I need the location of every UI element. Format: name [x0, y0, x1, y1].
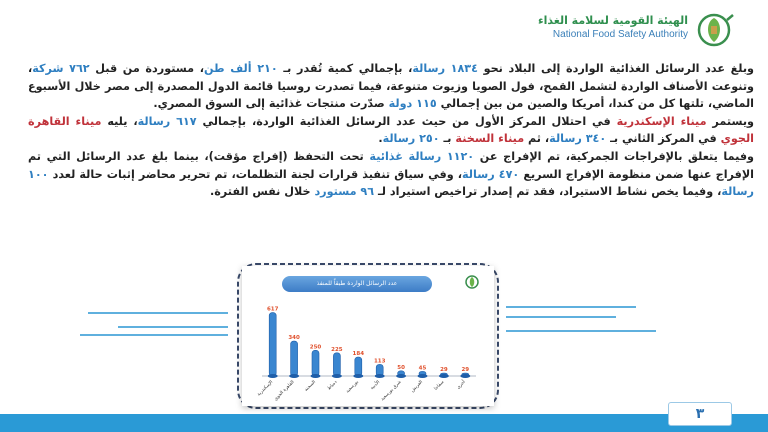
highlight-importers-count: ٩٦ مستورد [314, 185, 375, 199]
chart-frame [236, 262, 500, 410]
highlight-cairo-count: ٣٤٠ رسالة [549, 132, 607, 146]
highlight-sokhna-count: ٢٥٠ رسالة [382, 132, 440, 146]
authority-emblem-icon [694, 12, 736, 48]
chart-data-label: 184 [352, 351, 365, 358]
text-segment: ، وفيما يخص نشاط الاستيراد، فقد تم إصدار تراخيص استيراد لـ [374, 185, 722, 199]
decorative-line [506, 316, 616, 318]
text-segment: وفيما يتعلق بالإفراجات الجمركية، تم الإفراج عن [474, 149, 754, 163]
chart-category-label: الإسكندرية [256, 379, 275, 398]
chart-bar-base [418, 374, 428, 378]
chart-data-label: 50 [397, 364, 405, 371]
chart-bar [312, 350, 319, 376]
chart-bar [355, 357, 362, 376]
chart-data-label: 29 [461, 367, 470, 374]
text-segment: ، يليه [101, 114, 138, 128]
footer-bar [0, 414, 768, 432]
decorative-line [88, 312, 228, 314]
text-segment: ، بإجمالي كمية تُقدر بـ [277, 62, 413, 75]
chart-category-label: الأدبية [369, 379, 382, 392]
chart-category-label: السخنة [303, 379, 317, 393]
chart-bar [333, 353, 340, 376]
chart-bar-base [460, 374, 470, 378]
chart-data-label: 225 [331, 346, 343, 353]
decorative-line [506, 306, 636, 308]
chart-bar [269, 313, 276, 376]
text-segment: صدّرت منتجات غذائية إلى السوق المصري. [153, 97, 389, 111]
logo-text [488, 14, 688, 41]
text-segment: . [378, 132, 383, 146]
chart-category-label: شرق بورسعيد [380, 379, 403, 403]
text-segment: بـ [439, 132, 456, 146]
paragraph-imports [28, 60, 754, 113]
chart-bar [291, 341, 298, 376]
chart-title: عدد الرسائل الواردة طبقاً للمنفذ [282, 276, 432, 292]
highlight-fast-release-count: ٤٧٠ رسالة [462, 167, 520, 181]
text-segment: خلال نفس الفترة. [209, 185, 315, 199]
chart-bar-base [268, 374, 278, 378]
report-body [28, 60, 754, 201]
chart-data-label: 617 [266, 306, 279, 313]
text-segment: ويستمر [706, 114, 754, 128]
chart-bar-base [311, 374, 321, 378]
chart-bar-base [332, 374, 342, 378]
highlight-countries: ١١٥ دولة [388, 97, 437, 111]
chart-bar-base [439, 374, 449, 378]
text-segment: ، وفي سياق تنفيذ قرارات لجنة التظلمات، تم تحرير محاضر إثبات حالة لعدد [48, 167, 463, 181]
chart-data-label: 340 [288, 335, 300, 342]
org-name-english: National Food Safety Authority [552, 29, 688, 40]
chart-category-label: بورسعيد [345, 379, 360, 395]
chart-bar-base [396, 374, 406, 378]
org-name-arabic: الهيئة القومية لسلامة الغذاء [537, 14, 688, 27]
text-segment: في احتلال المركز الأول من حيث عدد الرسائل الغذائية الواردة، بإجمالي [196, 114, 617, 128]
text-segment: ، مستوردة من قبل [89, 62, 204, 75]
chart-category-label: سفاجا [433, 379, 446, 392]
authority-logo [488, 12, 758, 48]
chart-panel [242, 266, 494, 406]
text-segment: ، ثم [524, 132, 550, 146]
highlight-sokhna-port: ميناء السخنة [455, 132, 525, 146]
chart-data-label: 113 [373, 358, 386, 365]
highlight-tonnage: ٢١٠ ألف طن [203, 62, 278, 75]
chart-bar-base [353, 374, 363, 378]
chart-bar-base [375, 374, 385, 378]
highlight-shipments-count: ١٨٣٤ رسالة [412, 62, 478, 75]
chart-bar-base [289, 374, 299, 378]
chart-category-label: العريش [410, 379, 424, 394]
paragraph-ports [28, 113, 754, 148]
page-number: ٣ [668, 402, 732, 426]
text-segment: تحت التحفظ (إفراج مؤقت)، بينما بلغ عدد الرسائل التي تم الإفراج عنها ضمن منظومة الإفراج السريع [28, 149, 755, 181]
chart-category-label: أخرى [456, 379, 467, 391]
decorative-line [506, 330, 656, 332]
chart-data-label: 45 [418, 365, 427, 372]
text-segment: في المركز الثاني بـ [606, 132, 721, 146]
decorative-line [118, 326, 228, 328]
highlight-alexandria-port: ميناء الإسكندرية [616, 114, 707, 128]
chart-category-label: دمياط [326, 379, 339, 392]
chart-logo-icon [464, 274, 480, 290]
text-segment: ، وتنوعت الأصناف الواردة لتشمل القمح، فول الصويا وزيوت متنوعة، فيما تصدرت روسيا قائمة الدول المصدرة إلى مصر خلال الأسبوع الماضي، تلتها كل من كندا، أمريكا والصين من بين إجمالي [28, 62, 754, 111]
chart-category-label: القاهرة الجوي [273, 379, 296, 403]
text-segment: وبلغ عدد الرسائل الغذائية الواردة إلى البلاد نحو [477, 62, 754, 75]
bar-chart [248, 296, 488, 404]
highlight-grievance-count: ١٠٠ رسالة [28, 167, 754, 199]
highlight-alexandria-count: ٦١٧ رسالة [137, 114, 197, 128]
highlight-companies: ٧٦٢ شركة [32, 62, 90, 75]
chart-data-label: 29 [440, 367, 448, 374]
decorative-line [80, 334, 228, 336]
chart-data-label: 250 [309, 344, 322, 351]
paragraph-releases [28, 148, 754, 201]
highlight-released-count: ١١٢٠ رسالة غذائية [369, 149, 475, 163]
highlight-cairo-airport: ميناء القاهرة الجوي [28, 114, 754, 146]
